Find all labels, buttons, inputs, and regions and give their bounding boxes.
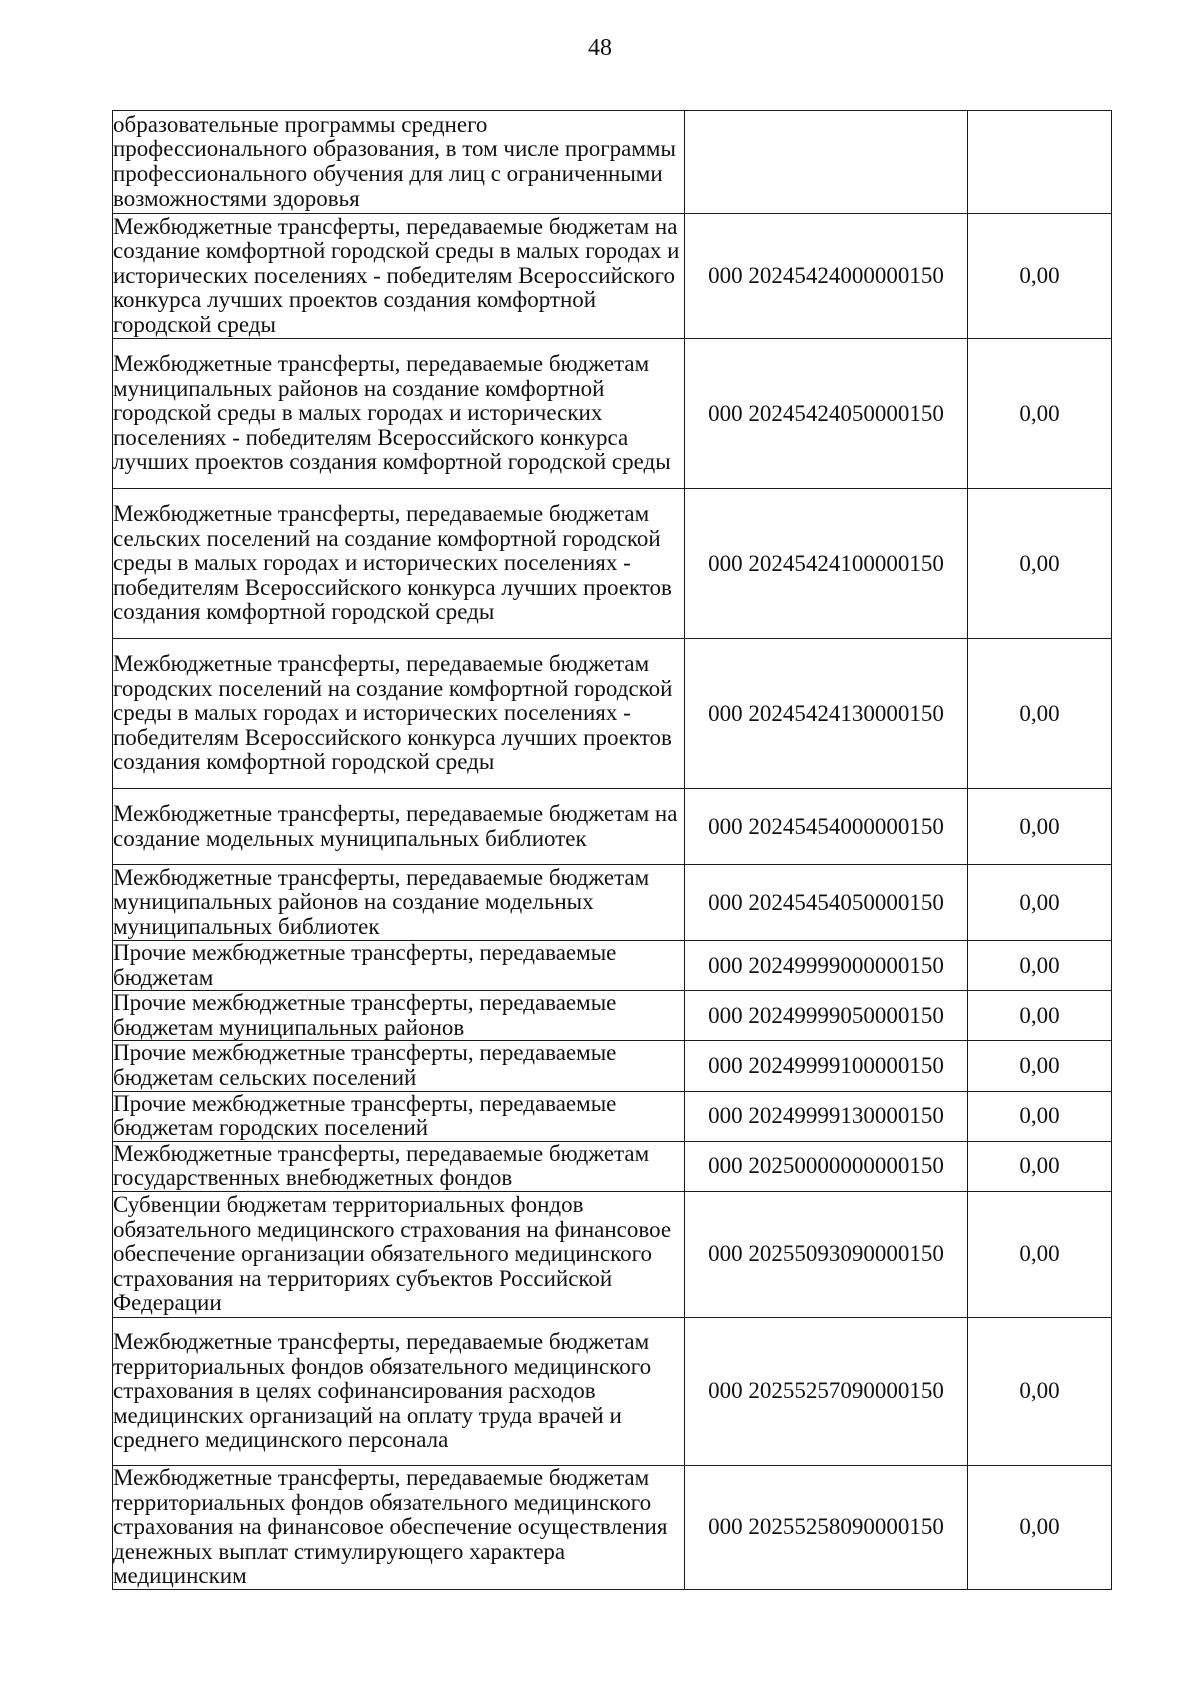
- table-row: [113, 639, 1112, 789]
- row-description: Межбюджетные трансферты, передаваемые бюджетам на создание комфортной городской среды в малых городах и исторических поселениях - победителям Всероссийского конкурса лучших проектов создания комфортной городской среды: [113, 214, 685, 339]
- table-row: [113, 1191, 1112, 1317]
- table-row: [113, 991, 1112, 1041]
- row-code: 000 20255257090000150: [685, 1317, 968, 1465]
- table-row: [113, 111, 1112, 214]
- row-description: Межбюджетные трансферты, передаваемые бюджетам государственных внебюджетных фондов: [113, 1141, 685, 1191]
- row-amount: 0,00: [968, 865, 1112, 941]
- row-description: Межбюджетные трансферты, передаваемые бюджетам сельских поселений на создание комфортной городской среды в малых городах и исторических поселениях - победителям Всероссийского конкурса лучших проектов создания комфортной городской среды: [113, 489, 685, 639]
- row-code: 000 20250000000000150: [685, 1141, 968, 1191]
- table-row: [113, 1141, 1112, 1191]
- row-code: 000 20255093090000150: [685, 1191, 968, 1317]
- row-description: Межбюджетные трансферты, передаваемые бюджетам территориальных фондов обязательного медицинского страхования в целях софинансирования расходов медицинских организаций на оплату труда врачей и среднего медицинского персонала: [113, 1317, 685, 1465]
- row-description: Межбюджетные трансферты, передаваемые бюджетам муниципальных районов на создание комфортной городской среды в малых городах и исторических поселениях - победителям Всероссийского конкурса лучших проектов создания комфортной городской среды: [113, 339, 685, 489]
- row-amount: 0,00: [968, 1191, 1112, 1317]
- table-row: [113, 1041, 1112, 1091]
- row-code: [685, 111, 968, 214]
- row-amount: [968, 111, 1112, 214]
- row-description: Прочие межбюджетные трансферты, передаваемые бюджетам: [113, 941, 685, 991]
- row-code: 000 20245454050000150: [685, 865, 968, 941]
- table-row: [113, 214, 1112, 339]
- budget-table: [112, 110, 1112, 1590]
- row-description: образовательные программы среднего профессионального образования, в том числе программы профессионального обучения для лиц с ограниченными возможностями здоровья: [113, 111, 685, 214]
- table-row: [113, 489, 1112, 639]
- row-code: 000 20245424050000150: [685, 339, 968, 489]
- row-description: Прочие межбюджетные трансферты, передаваемые бюджетам сельских поселений: [113, 1041, 685, 1091]
- row-description: Межбюджетные трансферты, передаваемые бюджетам территориальных фондов обязательного медицинского страхования на финансовое обеспечение осуществления денежных выплат стимулирующего характера медицинским: [113, 1465, 685, 1589]
- row-description: Прочие межбюджетные трансферты, передаваемые бюджетам муниципальных районов: [113, 991, 685, 1041]
- row-amount: 0,00: [968, 1465, 1112, 1589]
- row-code: 000 20249999130000150: [685, 1091, 968, 1141]
- row-code: 000 20249999000000150: [685, 941, 968, 991]
- row-code: 000 20245424000000150: [685, 214, 968, 339]
- row-code: 000 20245454000000150: [685, 789, 968, 865]
- row-amount: 0,00: [968, 339, 1112, 489]
- row-description: Межбюджетные трансферты, передаваемые бюджетам на создание модельных муниципальных библиотек: [113, 789, 685, 865]
- table-row: [113, 1317, 1112, 1465]
- row-description: Прочие межбюджетные трансферты, передаваемые бюджетам городских поселений: [113, 1091, 685, 1141]
- row-amount: 0,00: [968, 1091, 1112, 1141]
- row-amount: 0,00: [968, 941, 1112, 991]
- row-description: Межбюджетные трансферты, передаваемые бюджетам муниципальных районов на создание модельных муниципальных библиотек: [113, 865, 685, 941]
- row-description: Межбюджетные трансферты, передаваемые бюджетам городских поселений на создание комфортной городской среды в малых городах и исторических поселениях - победителям Всероссийского конкурса лучших проектов создания комфортной городской среды: [113, 639, 685, 789]
- table-row: [113, 1465, 1112, 1589]
- row-amount: 0,00: [968, 489, 1112, 639]
- row-amount: 0,00: [968, 639, 1112, 789]
- row-amount: 0,00: [968, 991, 1112, 1041]
- row-amount: 0,00: [968, 789, 1112, 865]
- row-code: 000 20245424130000150: [685, 639, 968, 789]
- row-code: 000 20249999050000150: [685, 991, 968, 1041]
- table-row: [113, 339, 1112, 489]
- row-amount: 0,00: [968, 1041, 1112, 1091]
- table-row: [113, 789, 1112, 865]
- row-code: 000 20249999100000150: [685, 1041, 968, 1091]
- row-description: Субвенции бюджетам территориальных фондов обязательного медицинского страхования на финансовое обеспечение организации обязательного медицинского страхования на территориях субъектов Российской Федерации: [113, 1191, 685, 1317]
- table-row: [113, 1091, 1112, 1141]
- row-amount: 0,00: [968, 1317, 1112, 1465]
- page-number: 48: [588, 35, 612, 61]
- table-row: [113, 941, 1112, 991]
- row-amount: 0,00: [968, 214, 1112, 339]
- row-amount: 0,00: [968, 1141, 1112, 1191]
- table-row: [113, 865, 1112, 941]
- row-code: 000 20255258090000150: [685, 1465, 968, 1589]
- row-code: 000 20245424100000150: [685, 489, 968, 639]
